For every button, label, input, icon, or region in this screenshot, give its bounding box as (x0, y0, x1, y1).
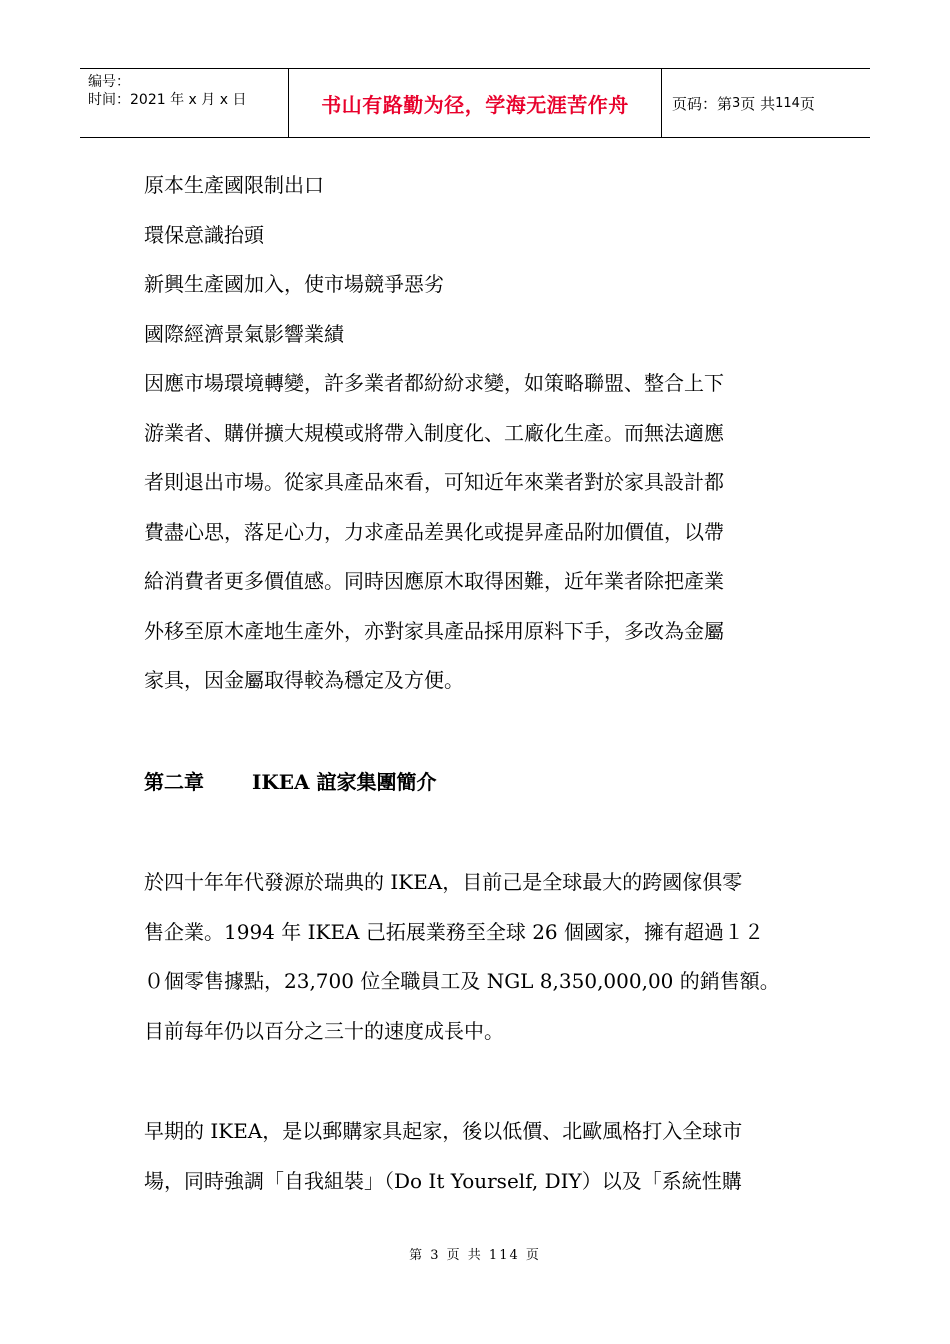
paragraph-line: 因應市場環境轉變，許多業者都紛紛求變，如策略聯盟、整合上下 (144, 371, 724, 395)
paragraph-1 (144, 359, 809, 706)
paragraph-line: ０個零售據點，23,700 位全職員工及 NGL 8,350,000,00 的銷售額。 (144, 969, 780, 993)
paragraph-2 (144, 858, 809, 1056)
page-total: 114 (775, 95, 800, 111)
page-footer: 第 3 页 共 114 页 (409, 1248, 541, 1263)
page-current: 3 (732, 95, 741, 111)
paragraph-line: 家具，因金屬取得較為穩定及方便。 (144, 668, 464, 692)
paragraph-line: 早期的 IKEA，是以郵購家具起家，後以低價、北歐風格打入全球市 (144, 1119, 743, 1143)
list-line: 國際經濟景氣影響業績 (144, 321, 344, 346)
page-suffix: 页 (799, 94, 815, 113)
chapter-title: IKEA 誼家集團簡介 (252, 770, 437, 794)
header-meta-cell (80, 69, 289, 137)
list-line: 新興生產國加入，使市場競爭惡劣 (144, 272, 444, 296)
paragraph-line: 給消費者更多價值感。同時因應原木取得困難，近年業者除把產業 (144, 569, 724, 593)
paragraph-line: 者則退出市場。從家具產品來看，可知近年來業者對於家具設計都 (144, 470, 724, 494)
paragraph-line: 游業者、購併擴大規模或將帶入制度化、工廠化生產。而無法適應 (144, 420, 724, 445)
chapter-heading (144, 760, 436, 804)
paragraph-line: 目前每年仍以百分之三十的速度成長中。 (144, 1018, 504, 1043)
body-section-1 (144, 161, 809, 706)
paragraph-line: 場，同時強調「自我組裝」（Do It Yourself, DIY）以及「系統性購 (144, 1168, 742, 1193)
paragraph-line: 於四十年年代發源於瑞典的 IKEA，目前己是全球最大的跨國傢俱零 (144, 870, 743, 894)
chapter-number: 第二章 (144, 770, 204, 794)
header-motto-cell (289, 69, 662, 137)
time-label: 时间：2021 年 x 月 x 日 (88, 92, 247, 108)
header-page-cell (662, 69, 870, 137)
list-line: 環保意識抬頭 (144, 222, 264, 247)
page-mid: 页 共 (740, 94, 776, 113)
list-line: 原本生產國限制出口 (144, 173, 324, 197)
paragraph-line: 外移至原木產地生產外，亦對家具產品採用原料下手，多改為金屬 (144, 618, 724, 643)
document-header (80, 68, 870, 138)
number-label: 编号： (88, 74, 130, 90)
motto-text: 书山有路勤为径，学海无涯苦作舟 (321, 92, 629, 117)
paragraph-line: 費盡心思，落足心力，力求產品差異化或提昇產品附加價值，以帶 (144, 519, 724, 544)
paragraph-line: 售企業。1994 年 IKEA 己拓展業務至全球 26 個國家，擁有超過１２ (144, 919, 765, 944)
page-prefix: 页码：第 (672, 94, 733, 113)
paragraph-3 (144, 1107, 809, 1206)
